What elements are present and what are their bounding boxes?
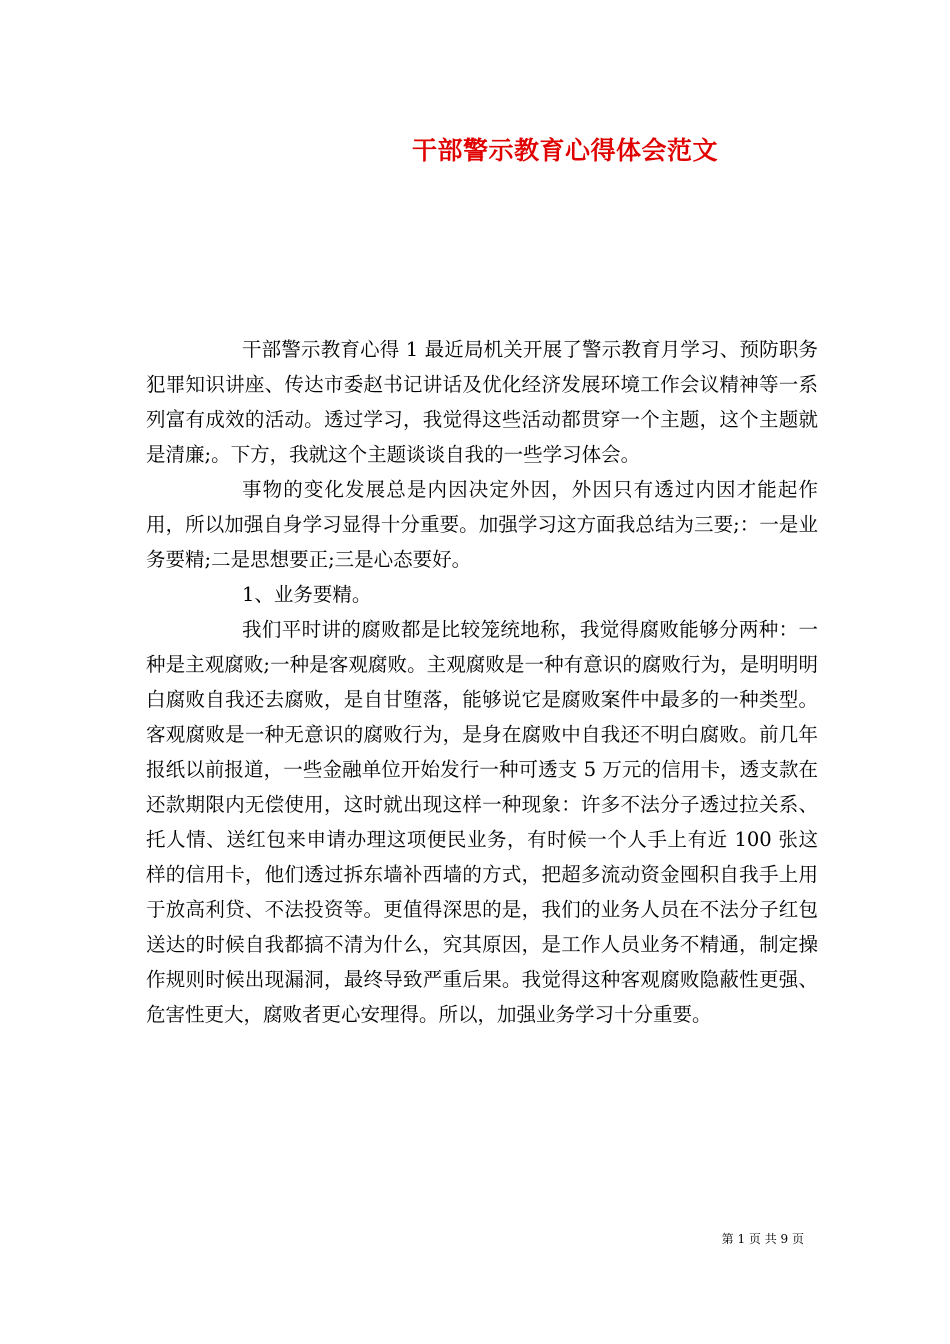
section-heading: 1、业务要精。: [242, 583, 372, 606]
document-title-text: 干部警示教育心得体会范文: [411, 136, 718, 165]
paragraph: 事物的变化发展总是内因决定外因，外因只有透过内因才能起作用，所以加强自身学习显得十分重要。加强学习这方面我总结为三要;：一是业务要精;二是思想要正;三是心态要好。: [146, 478, 818, 571]
paragraph: 我们平时讲的腐败都是比较笼统地称，我觉得腐败能够分两种：一种是主观腐败;一种是客观腐败。主观腐败是一种有意识的腐败行为，是明明明白腐败自我还去腐败，是自甘堕落，能够说它是腐败案件中最多的一种类型。客观腐败是一种无意识的腐败行为，是身在腐败中自我还不明白腐败。前几年报纸以前报道，一些金融单位开始发行一种可透支 5 万元的信用卡，透支款在还款期限内无偿使用，这时就出现这样一种现象：许多不法分子透过拉关系、托人情、送红包来申请办理这项便民业务，有时候一个人手上有近 100 张这样的信用卡，他们透过拆东墙补西墙的方式，把超多流动资金囤积自我手上用于放高利贷、不法投资等。更值得深思的是，我们的业务人员在不法分子红包送达的时候自我都搞不清为什么，究其原因，是工作人员业务不精通，制定操作规则时候出现漏洞，最终导致严重后果。我觉得这种客观腐败隐蔽性更强、危害性更大，腐败者更心安理得。所以，加强业务学习十分重要。: [146, 618, 818, 1026]
page-number: 第 1 页 共 9 页: [721, 1232, 804, 1246]
document-body: [146, 332, 818, 1032]
paragraph: 干部警示教育心得 1 最近局机关开展了警示教育月学习、预防职务犯罪知识讲座、传达市委赵书记讲话及优化经济发展环境工作会议精神等一系列富有成效的活动。透过学习，我觉得这些活动都贯穿一个主题，这个主题就是清廉;。下方，我就这个主题谈谈自我的一些学习体会。: [146, 338, 818, 466]
document-title: [0, 134, 950, 168]
